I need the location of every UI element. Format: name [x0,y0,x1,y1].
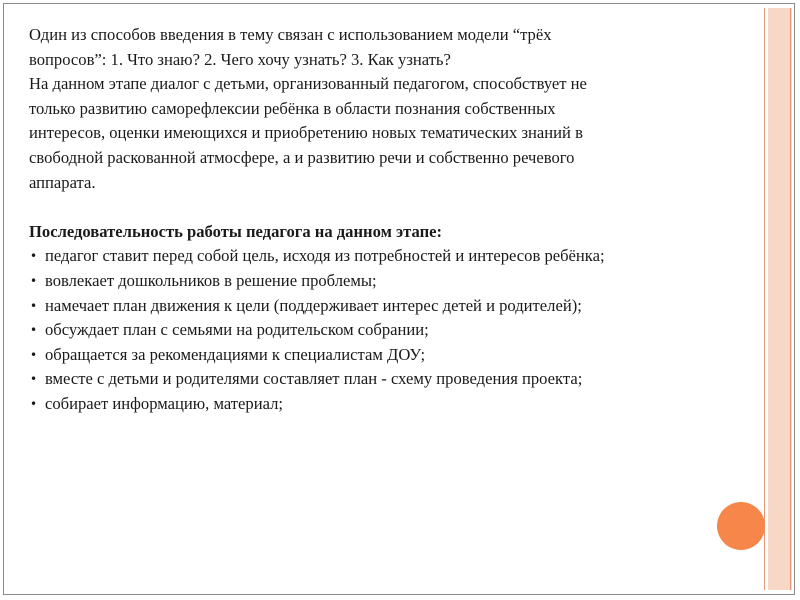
bullet-icon: • [30,347,38,362]
list-item-text: вместе с детьми и родителями составляет план - схему проведения проекта; [45,369,583,389]
bullet-icon: • [30,249,38,264]
paragraph-gap [29,195,749,220]
slide-frame [3,3,795,595]
list-item-text: вовлекает дошкольников в решение проблемы; [45,270,377,290]
list-item-text: обращается за рекомендациями к специалистам ДОУ; [45,344,426,364]
intro-line: только развитию саморефлексии ребёнка в области познания собственных [29,98,556,118]
list-item [29,294,749,319]
intro-line: интересов, оценки имеющихся и приобретению новых тематических знаний в [29,123,583,143]
intro-line: вопросов”: 1. Что знаю? 2. Чего хочу узнать? 3. Как узнать? [29,49,451,69]
bullet-icon: • [30,298,38,313]
list-item-text: намечает план движения к цели (поддерживает интерес детей и родителей); [45,295,582,315]
accent-circle [717,502,765,550]
list-item [29,392,749,417]
bullet-icon: • [30,273,38,288]
intro-line: Один из способов введения в тему связан с использованием модели “трёх [29,25,552,44]
intro-line: свободной раскованной атмосфере, а и развитию речи и собственно речевого [29,147,575,167]
intro-line: На данном этапе диалог с детьми, организованный педагогом, способствует не [29,74,587,94]
bullet-icon: • [30,372,38,387]
list-item-text: обсуждает план с семьями на родительском собрании; [45,320,429,340]
list-item-text: педагог ставит перед собой цель, исходя из потребностей и интересов ребёнка; [45,246,605,266]
accent-line-left [764,8,765,590]
steps-list [29,244,749,416]
intro-line: аппарата. [29,172,96,192]
list-item [29,318,749,343]
intro-paragraph [29,23,749,195]
list-item-text: собирает информацию, материал; [45,393,283,413]
bullet-icon: • [30,323,38,338]
accent-band [768,8,792,590]
slide-content [29,23,749,417]
list-item [29,367,749,392]
accent-line-right [790,8,791,590]
bullet-icon: • [30,396,38,411]
list-item [29,343,749,368]
list-item [29,244,749,269]
steps-heading: Последовательность работы педагога на данном этапе: [29,221,443,241]
list-item [29,269,749,294]
